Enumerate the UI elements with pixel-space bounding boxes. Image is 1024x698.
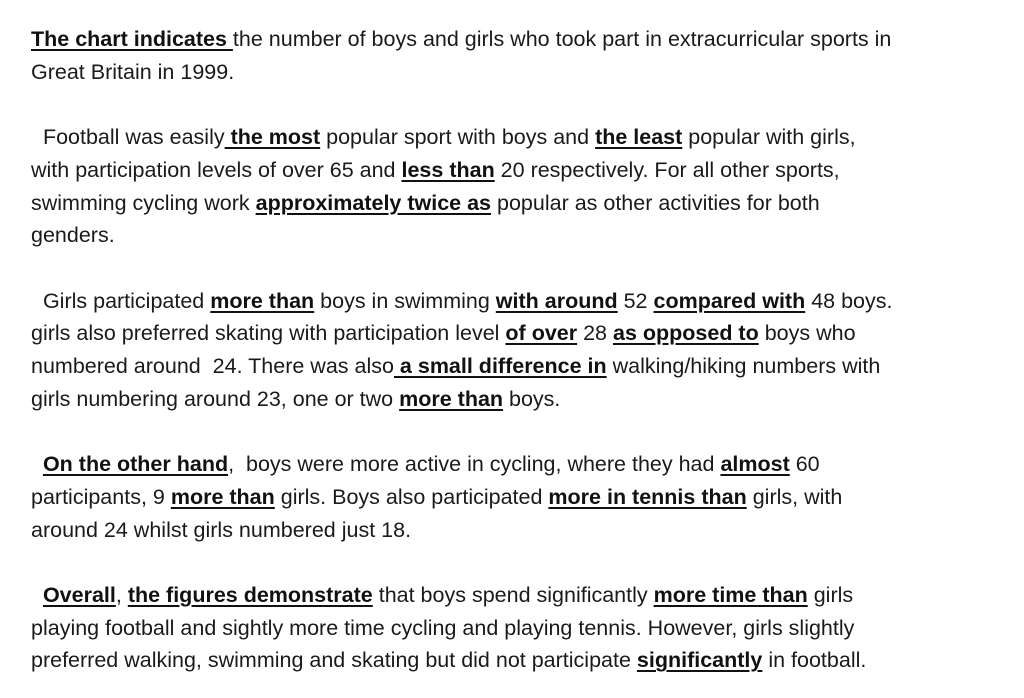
highlighted-phrase: the most bbox=[224, 125, 321, 150]
text-run: popular with girls, with participation levels of over 65 and bbox=[31, 125, 856, 182]
highlighted-phrase: with around bbox=[495, 288, 618, 313]
text-run: walking/hiking numbers with girls numbering around 23, one or two bbox=[31, 354, 881, 411]
text-run: girls playing football and sightly more time cycling and playing tennis. However, girls slightly preferred walking, swimming and skating but did not participate bbox=[31, 582, 855, 673]
text-run: 20 respectively. For all other sports, swimming cycling work bbox=[31, 157, 840, 215]
paragraph-3 bbox=[31, 285, 1021, 416]
document-body bbox=[31, 23, 1021, 677]
text-run: that boys spend significantly bbox=[372, 582, 654, 607]
text-run: 48 boys. girls also preferred skating with participation level bbox=[31, 288, 893, 346]
highlighted-phrase: approximately twice as bbox=[255, 190, 492, 215]
paragraph-5 bbox=[31, 579, 1021, 677]
text-run: popular sport with boys and bbox=[320, 125, 596, 150]
text-run: 60 participants, 9 bbox=[31, 452, 820, 509]
text-run: boys in swimming bbox=[314, 288, 496, 313]
text-run: 28 bbox=[577, 321, 613, 346]
highlighted-phrase: Overall bbox=[42, 582, 116, 607]
text-run: , boys were more active in cycling, where they had bbox=[228, 452, 721, 477]
text-run: boys. bbox=[503, 386, 561, 411]
highlighted-phrase: more than bbox=[210, 288, 315, 313]
text-run: boys who numbered around 24. There was also bbox=[31, 321, 856, 378]
highlighted-phrase: more in tennis than bbox=[548, 484, 747, 509]
highlighted-phrase: the least bbox=[595, 125, 683, 150]
highlighted-phrase: On the other hand bbox=[42, 452, 229, 477]
highlighted-phrase: more than bbox=[170, 484, 275, 509]
highlighted-phrase: The chart indicates bbox=[31, 27, 233, 51]
highlighted-phrase: more than bbox=[399, 386, 504, 411]
highlighted-phrase: as opposed to bbox=[612, 321, 759, 346]
paragraph-1 bbox=[31, 23, 1021, 88]
text-run: in football. bbox=[762, 648, 867, 673]
highlighted-phrase: the figures demonstrate bbox=[127, 582, 373, 607]
text-run: the number of boys and girls who took part in extracurricular sports in Great Britain in 1999. bbox=[31, 27, 892, 84]
highlighted-phrase: of over bbox=[505, 321, 578, 346]
highlighted-phrase: almost bbox=[720, 452, 790, 477]
highlighted-phrase: more time than bbox=[653, 582, 808, 607]
text-run: Football was easily bbox=[31, 125, 225, 150]
text-run: girls. Boys also participated bbox=[274, 484, 549, 509]
highlighted-phrase: significantly bbox=[636, 648, 763, 673]
text-run: Girls participated bbox=[31, 288, 211, 313]
text-run: girls, with around 24 whilst girls numbered just 18. bbox=[31, 484, 843, 542]
highlighted-phrase: compared with bbox=[653, 288, 806, 313]
text-run: popular as other activities for both genders. bbox=[31, 190, 820, 248]
text-run: , bbox=[115, 582, 128, 607]
highlighted-phrase: less than bbox=[401, 157, 495, 182]
paragraph-4 bbox=[31, 448, 1021, 546]
text-run: 52 bbox=[617, 288, 654, 313]
highlighted-phrase: a small difference in bbox=[393, 354, 607, 378]
text-run bbox=[31, 452, 43, 476]
paragraph-2 bbox=[31, 121, 1021, 252]
text-run bbox=[31, 583, 43, 607]
